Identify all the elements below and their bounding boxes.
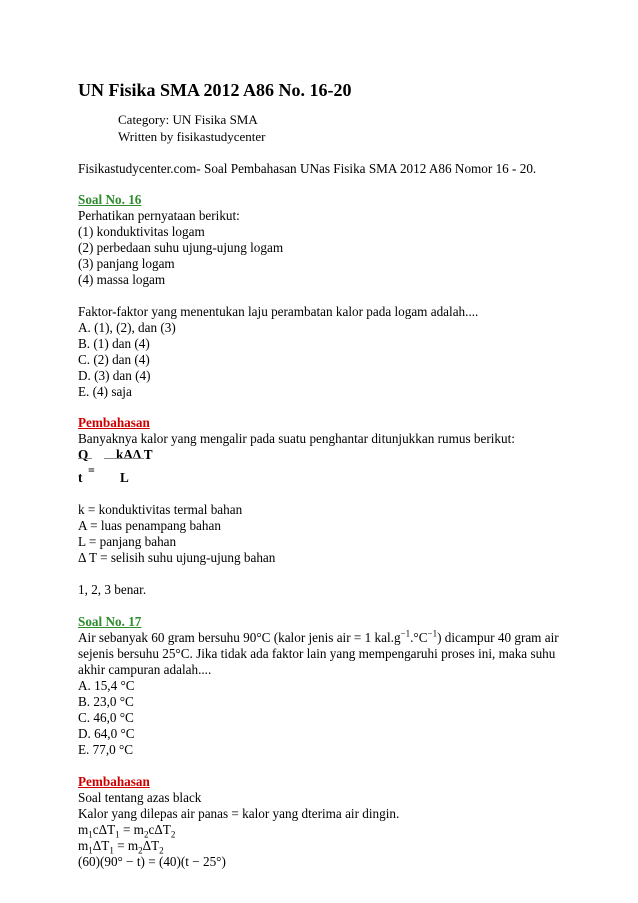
soal-16-question: Faktor-faktor yang menentukan laju perambatan kalor pada logam adalah.... — [78, 304, 479, 319]
fraction-bar-right — [104, 444, 144, 459]
soal-17-option: A. 15,4 °C — [78, 678, 135, 693]
pembahasan-17-line: Kalor yang dilepas air panas = kalor yang dterima air dingin. — [78, 806, 400, 821]
pembahasan-17-heading: Pembahasan — [78, 774, 150, 789]
soal-16-heading: Soal No. 16 — [78, 192, 142, 207]
soal-16-line: (4) massa logam — [78, 272, 166, 287]
soal-16-option: D. (3) dan (4) — [78, 368, 151, 383]
definition-line: Δ T = selisih suhu ujung-ujung bahan — [78, 550, 276, 565]
pembahasan-16-text: Banyaknya kalor yang mengalir pada suatu penghantar ditunjukkan rumus berikut: — [78, 431, 515, 446]
author-label: Written by fisikastudycenter — [118, 129, 266, 144]
soal-17-line: akhir campuran adalah.... — [78, 662, 212, 677]
formula-q: Q — [78, 447, 89, 462]
soal-16-option: E. (4) saja — [78, 384, 132, 399]
equation-line: (60)(90° − t) = (40)(t − 25°) — [78, 854, 226, 869]
formula-t: t — [78, 470, 83, 485]
soal-17-option: C. 46,0 °C — [78, 710, 134, 725]
pembahasan-16-heading: Pembahasan — [78, 415, 150, 430]
soal-16-option: C. (2) dan (4) — [78, 352, 150, 367]
fraction-bar-left — [78, 444, 92, 459]
formula-numerator: kAΔ T — [116, 447, 153, 462]
category-label: Category: UN Fisika SMA — [118, 112, 258, 127]
soal-17-heading: Soal No. 17 — [78, 614, 142, 629]
formula-equals: = — [88, 463, 95, 477]
pembahasan-16-answer: 1, 2, 3 benar. — [78, 582, 147, 597]
soal-17-option: E. 77,0 °C — [78, 742, 134, 757]
document-title: UN Fisika SMA 2012 A86 No. 16-20 — [78, 80, 352, 100]
soal-17-line: sejenis bersuhu 25°C. Jika tidak ada faktor lain yang mempengaruhi proses ini, maka suhu — [78, 646, 556, 661]
definition-line: A = luas penampang bahan — [78, 518, 221, 533]
soal-17-option: B. 23,0 °C — [78, 694, 134, 709]
soal-16-line: (1) konduktivitas logam — [78, 224, 205, 239]
soal-16-line: (2) perbedaan suhu ujung-ujung logam — [78, 240, 284, 255]
soal-17-option: D. 64,0 °C — [78, 726, 135, 741]
intro-text: Fisikastudycenter.com- Soal Pembahasan UNas Fisika SMA 2012 A86 Nomor 16 - 20. — [78, 161, 537, 176]
pembahasan-17-line: Soal tentang azas black — [78, 790, 202, 805]
equation-line: $m_1c\Delta T_1 = m_2c\Delta T_2$ — [78, 822, 176, 840]
definition-line: k = konduktivitas termal bahan — [78, 502, 243, 517]
soal-16-line: Perhatikan pernyataan berikut: — [78, 208, 240, 223]
equation-line: $m_1\Delta T_1 = m_2\Delta T_2$ — [78, 838, 164, 856]
soal-16-line: (3) panjang logam — [78, 256, 175, 271]
soal-16-option: B. (1) dan (4) — [78, 336, 150, 351]
soal-16-option: A. (1), (2), dan (3) — [78, 320, 176, 335]
definition-line: L = panjang bahan — [78, 534, 177, 549]
formula-denominator: L — [120, 470, 129, 485]
soal-17-line: Air sebanyak 60 gram bersuhu 90°C (kalor jenis air = 1 $kal.g^{-1}.^\circ C^{-1}$) dicampur 40 gram air — [78, 628, 559, 645]
